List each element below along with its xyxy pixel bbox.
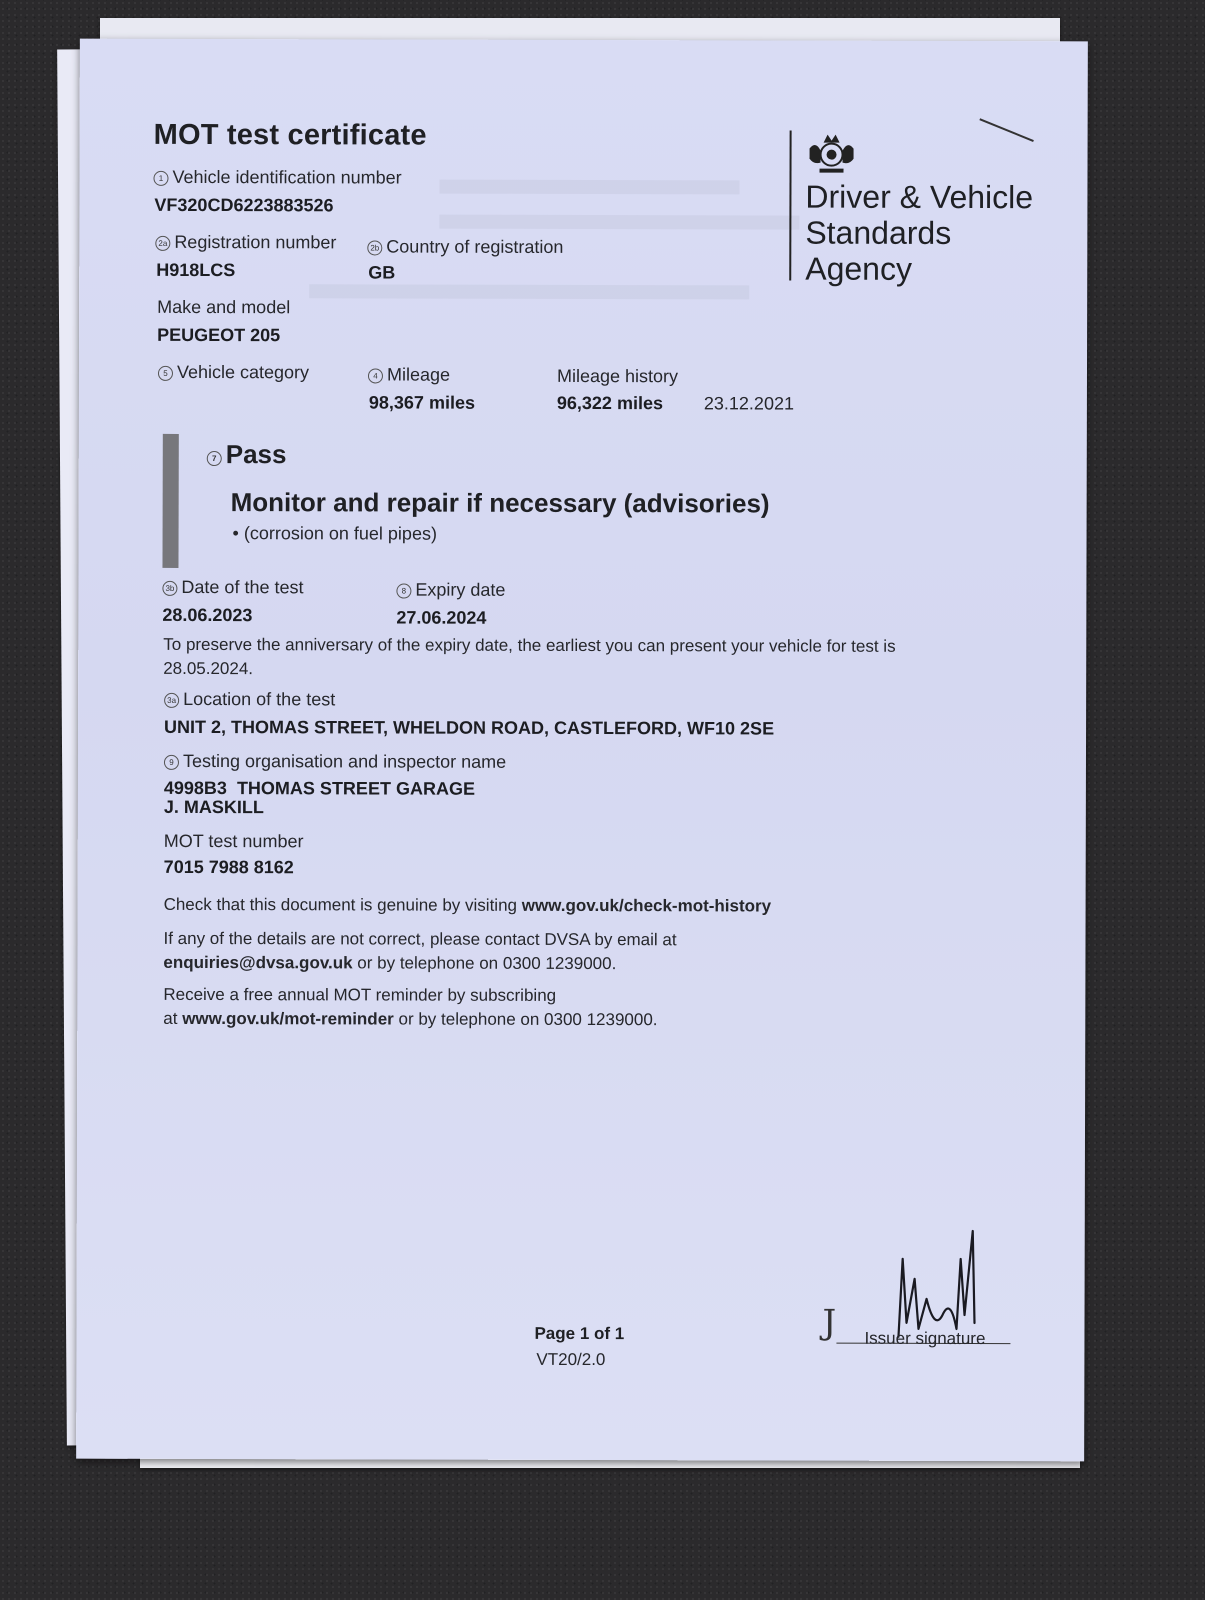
mileage-history-date: 23.12.2021 [703, 393, 795, 414]
test-number-label: MOT test number [163, 830, 304, 852]
organisation-value: 4998B3 THOMAS STREET GARAGE [163, 777, 475, 799]
result-bar [162, 434, 178, 568]
mot-reminder-link[interactable]: www.gov.uk/mot-reminder [182, 1008, 394, 1029]
country-label-text: Country of registration [386, 236, 564, 257]
advisory-heading: Monitor and repair if necessary (advisories) [230, 487, 770, 519]
field-number: 7 [207, 451, 222, 466]
mot-certificate-page [76, 39, 1088, 1462]
contact-phone-text: or by telephone on 0300 1239000. [352, 953, 617, 974]
location-label-text: Location of the test [183, 688, 336, 710]
reg-value: H918LCS [156, 259, 236, 281]
agency-name-line3: Agency [805, 250, 913, 287]
field-number: 2a [155, 236, 170, 251]
mileage-label-text: Mileage [386, 364, 451, 385]
field-number: 9 [164, 755, 179, 770]
test-result-text: Pass [225, 439, 287, 470]
signature-initial: J [822, 1302, 837, 1343]
field-number: 3b [162, 581, 177, 596]
advisory-item: • (corrosion on fuel pipes) [232, 523, 437, 544]
reminder-note-line2 [163, 1009, 657, 1030]
make-value: PEUGEOT 205 [157, 324, 281, 346]
field-number: 8 [396, 584, 411, 599]
show-through-text [439, 215, 799, 230]
field-number: 3a [164, 693, 179, 708]
page-title: MOT test certificate [153, 118, 427, 152]
expiry-label-text: Expiry date [415, 579, 506, 600]
contact-email-link[interactable]: enquiries@dvsa.gov.uk [163, 952, 353, 973]
vin-label [153, 167, 401, 189]
agency-name-line1: Driver & Vehicle [805, 178, 1034, 216]
field-number: 4 [368, 368, 383, 383]
reminder-note-line1: Receive a free annual MOT reminder by subscribing [163, 984, 557, 1005]
make-label: Make and model [157, 296, 291, 318]
reg-label [155, 232, 336, 253]
anniversary-note-line1: To preserve the anniversary of the expiry date, the earliest you can present your vehicle for test is [163, 634, 896, 656]
mileage-history-value: 96,322 miles [556, 392, 664, 414]
form-code: VT20/2.0 [536, 1349, 606, 1370]
handwritten-signature [876, 1219, 988, 1343]
check-mot-link[interactable]: www.gov.uk/check-mot-history [521, 895, 772, 916]
contact-note-line2 [163, 953, 616, 974]
field-number: 1 [153, 171, 168, 186]
mileage-value: 98,367 miles [368, 392, 476, 413]
location-value: UNIT 2, THOMAS STREET, WHELDON ROAD, CASTLEFORD, WF10 2SE [164, 716, 775, 739]
organisation-label [164, 751, 506, 773]
show-through-text [309, 284, 749, 299]
test-date-label-text: Date of the test [181, 576, 304, 598]
expiry-value: 27.06.2024 [396, 607, 487, 628]
mileage-label [368, 364, 450, 385]
location-label [164, 689, 335, 710]
agency-divider [789, 131, 791, 281]
inspector-name: J. MASKILL [163, 796, 264, 818]
category-label-text: Vehicle category [176, 361, 310, 383]
country-value: GB [368, 262, 396, 283]
field-number: 2b [367, 240, 382, 255]
test-number-value: 7015 7988 8162 [163, 856, 294, 878]
organisation-label-text: Testing organisation and inspector name [182, 750, 507, 772]
vin-value: VF320CD6223883526 [154, 194, 334, 216]
anniversary-note-line2: 28.05.2024. [163, 658, 254, 679]
contact-note-line1: If any of the details are not correct, please contact DVSA by email at [163, 928, 677, 950]
signature-label: Issuer signature [864, 1328, 986, 1349]
page-number: Page 1 of 1 [534, 1323, 625, 1344]
show-through-text [439, 180, 739, 195]
field-number: 5 [158, 366, 173, 381]
check-note-text: Check that this document is genuine by visiting [163, 894, 522, 915]
mileage-history-label: Mileage history [556, 365, 679, 387]
category-label [158, 362, 309, 383]
reminder-prefix: at [163, 1008, 183, 1028]
vin-label-text: Vehicle identification number [172, 166, 402, 188]
test-date-label [162, 577, 303, 598]
country-label [367, 236, 563, 258]
reg-label-text: Registration number [174, 231, 337, 253]
royal-crest-icon [801, 129, 861, 179]
check-note [164, 895, 772, 917]
agency-name-line2: Standards [805, 214, 952, 251]
reminder-phone-text: or by telephone on 0300 1239000. [393, 1009, 658, 1030]
pen-mark [979, 118, 1033, 142]
test-date-value: 28.06.2023 [162, 604, 253, 626]
expiry-label [396, 580, 505, 601]
test-result [207, 439, 287, 470]
